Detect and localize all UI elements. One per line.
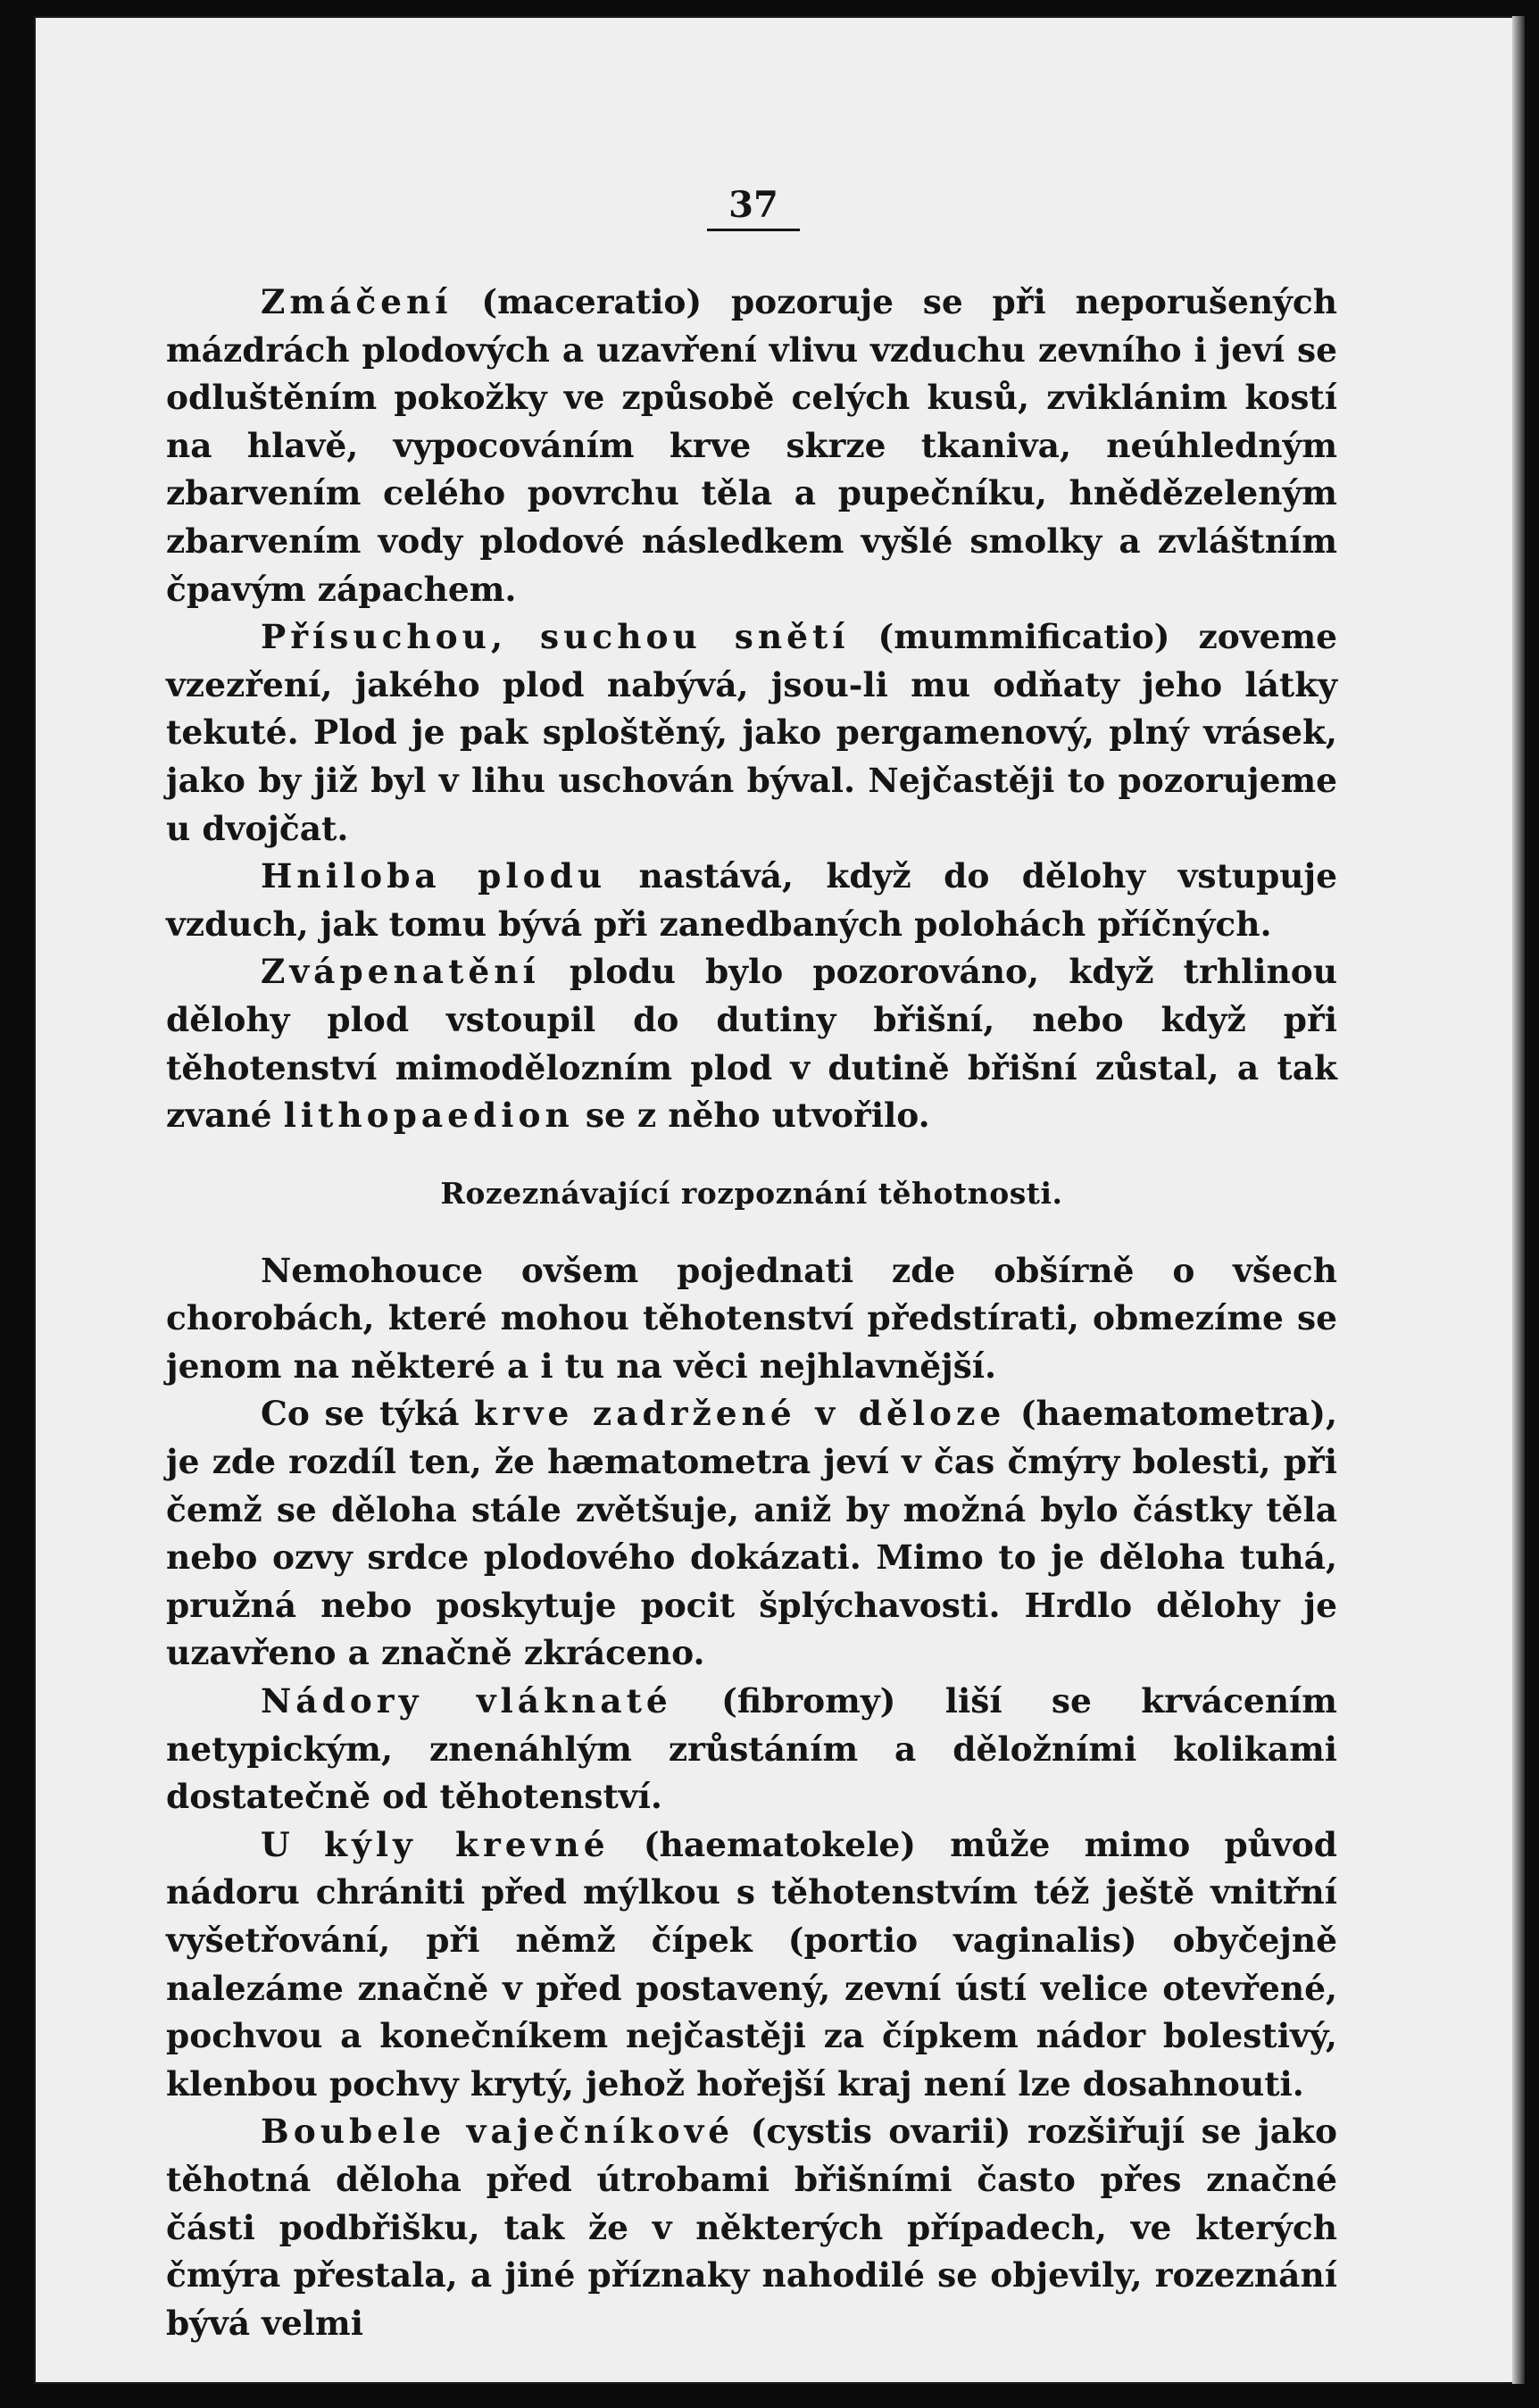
- page-header: [691, 184, 816, 231]
- page-number-underline: [707, 229, 800, 231]
- paragraph-text: (haematokele) může mimo původ nádoru chrániti před mýlkou s těhotenstvím též ještě vnitřní vyšetřování, při němž čípek (portio vaginalis) obyčejně nalezáme značně v před postavený, zevní ústí velice otevřené, pochvou a konečníkem nejčastěji za čípkem nádor bolestivý, klenbou pochvy krytý, jehož hořejší kraj není lze dosahnouti.: [166, 1824, 1338, 2104]
- paragraph-text: (mummificatio) zoveme vzezření, jakého plod nabývá, jsou-li mu odňaty jeho látky tekuté. Plod je pak sploštěný, jako pergamenový, plný vrásek, jako by již byl v lihu uschován býval. Nejčastěji to pozorujeme u dvojčat.: [166, 617, 1337, 848]
- paragraph-text: (cystis ovarii) rozšiřují se jako těhotná děloha před útrobami břišními často přes značné části podbřišku, tak že v některých případech, ve kterých čmýra přestala, a jiné příznaky nahodilé se objevily, rozeznání bývá velmi: [166, 2112, 1337, 2343]
- term-spaced: kýly krevné: [323, 1824, 610, 1864]
- paragraph-fibroma: [166, 1678, 1337, 1821]
- scanned-page: [34, 16, 1516, 2384]
- paragraph-haematokele: [166, 1821, 1337, 2109]
- term-spaced: Nádory vláknaté: [261, 1681, 672, 1721]
- paragraph-calcification: [166, 948, 1337, 1139]
- term-spaced: Hniloba plodu: [261, 856, 607, 896]
- paragraph-intro: [166, 1247, 1337, 1391]
- paragraph-mummification: [166, 613, 1337, 853]
- page-number: 37: [728, 184, 778, 226]
- paragraph-text: (fibromy) liší se krvácením netypickým, znenáhlým zrůstáním a děložními kolikami dostatečně od těhotenství.: [166, 1681, 1337, 1817]
- paragraph-text: (maceratio) pozoruje se při neporušených mázdrách plodových a uzavření vlivu vzduchu zevního i jeví se odluštěním pokožky ve způsobě celých kusů, zviklánim kostí na hlavě, vypocováním krve skrze tkaniva, neúhledným zbarvením celého povrchu těla a pupečníku, hnědězeleným zbarvením vody plodové následkem vyšlé smolky a zvláštním čpavým zápachem.: [166, 282, 1337, 609]
- paragraph-text: nastává, když do dělohy vstupuje vzduch, jak tomu bývá při zanedbaných polohách příčných.: [166, 856, 1337, 944]
- body-text: [166, 279, 1337, 2347]
- term-spaced: Zmáčení: [261, 282, 453, 321]
- term-spaced: lithopaedion: [283, 1096, 574, 1136]
- paragraph-lead: Co se týká: [261, 1394, 474, 1434]
- paragraph-text: plodu bylo pozorováno, když trhlinou dělohy plod vstoupil do dutiny břišní, nebo když při těhotenství mimodělozním plod v dutině břišní zůstal, a tak zvané: [166, 952, 1337, 1136]
- paragraph-lead: U: [261, 1824, 324, 1864]
- term-spaced: Boubele vaječníkové: [261, 2112, 735, 2152]
- section-heading: Rozeznávající rozpoznání těhotnosti.: [440, 1175, 1063, 1211]
- term-spaced: Přísuchou, suchou snětí: [261, 617, 850, 657]
- term-spaced: krve zadržené v děloze: [473, 1394, 1006, 1434]
- paragraph-haematometra: [166, 1390, 1337, 1678]
- paragraph-maceration: [166, 279, 1337, 613]
- paragraph-ovarian-cyst: [166, 2108, 1337, 2347]
- paragraph-text: Nemohouce ovšem pojednati zde obšírně o všech chorobách, které mohou těhotenství předstírati, obmezíme se jenom na některé a i tu na věci nejhlavnější.: [166, 1250, 1337, 1386]
- paragraph-putrefaction: [166, 853, 1337, 948]
- term-spaced: Zvápenatění: [261, 952, 540, 992]
- paragraph-text: se z něho utvořilo.: [573, 1096, 930, 1136]
- paragraph-text: (haematometra), je zde rozdíl ten, že hæmatometra jeví v čas čmýry bolesti, při čemž se děloha stále zvětšuje, aniž by možná bylo částky těla nebo ozvy srdce plodového dokázati. Mimo to je děloha tuhá, pružná nebo poskytuje pocit šplýchavosti. Hrdlo dělohy je uzavřeno a značně zkráceno.: [166, 1394, 1338, 1673]
